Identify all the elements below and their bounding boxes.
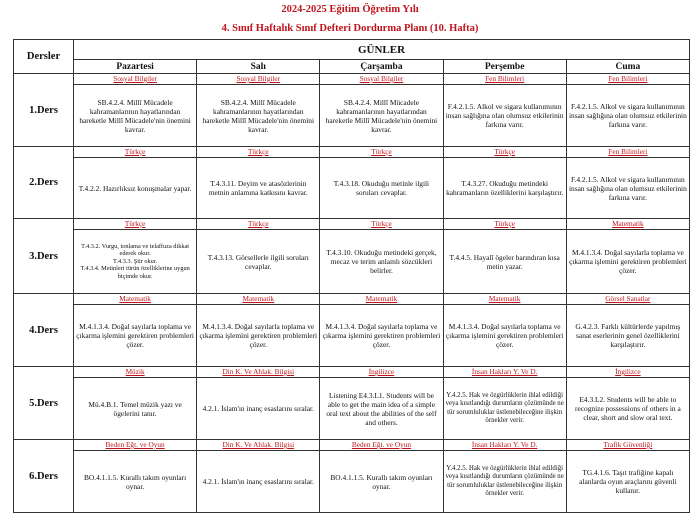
plan-cell-tuesday — [197, 367, 320, 440]
subject-name: Matematik — [567, 219, 689, 230]
subject-name: Beden Eğt. ve Oyun — [320, 440, 442, 451]
day-header-wednesday: Çarşamba — [320, 60, 443, 74]
learning-outcome: BO.4.1.1.5. Kurallı takım oyunları oynar. — [330, 472, 433, 491]
learning-outcome: 4.2.1. İslam'ın inanç esaslarını sıralar. — [202, 477, 314, 486]
plan-cell-wednesday — [320, 294, 443, 367]
learning-outcome: TG.4.1.6. Taşıt trafiğine kapalı alanlarda oyun araçlarını güvenli kullanır. — [579, 468, 677, 495]
lesson-row — [14, 74, 690, 147]
day-header-tuesday: Salı — [197, 60, 320, 74]
subject-name: Türkçe — [444, 147, 566, 158]
lesson-row — [14, 294, 690, 367]
plan-cell-wednesday — [320, 440, 443, 513]
subject-name: İnsan Hakları Y. Ve D. — [444, 367, 566, 378]
subject-name: İngilizce — [567, 367, 689, 378]
plan-cell-thursday — [443, 147, 566, 219]
subject-name: Matematik — [74, 294, 196, 305]
learning-outcome: Y.4.2.5. Hak ve özgürlüklerin ihlal edildiği veya kısıtlandığı durumların çözümünde ne tür sorumluluklar üstlenebileceğine ilişkin örnekler verir. — [445, 465, 564, 497]
learning-outcome: T.4.3.13. Görsellerle ilgili soruları cevaplar. — [207, 252, 309, 271]
learning-outcome: Mü.4.B.1. Temel müzik yazı ve ögelerini tanır. — [88, 399, 182, 418]
subject-name: Matematik — [320, 294, 442, 305]
gunler-header: GÜNLER — [74, 40, 690, 60]
plan-cell-monday — [74, 74, 197, 147]
learning-outcome: SB.4.2.4. Millî Mücadele kahramanlarının hayatlarından hareketle Millî Mücadele'nin önemini kavrar. — [325, 97, 438, 134]
learning-outcome: T.4.4.5. Hayalî ögeler barındıran kısa metin yazar. — [449, 252, 560, 271]
learning-outcome: F.4.2.1.5. Alkol ve sigara kullanımının insan sağlığına olan olumsuz etkilerinin farkına varır. — [568, 174, 687, 202]
learning-outcome: F.4.2.1.5. Alkol ve sigara kullanımının insan sağlığına olan olumsuz etkilerinin farkına varır. — [568, 102, 687, 129]
day-header-thursday: Perşembe — [443, 60, 566, 74]
plan-cell-thursday — [443, 294, 566, 367]
day-header-friday: Cuma — [566, 60, 689, 74]
subject-name: Görsel Sanatlar — [567, 294, 689, 305]
dersler-header: Dersler — [14, 40, 74, 74]
learning-outcome-line: T.4.3.4. Metinleri türün özelliklerine uygun biçimde okur. — [80, 265, 190, 280]
plan-cell-tuesday — [197, 219, 320, 294]
learning-outcome: T.4.3.18. Okuduğu metinle ilgili soruları cevaplar. — [333, 179, 430, 197]
lesson-label: 6.Ders — [14, 440, 74, 513]
subject-name: Matematik — [444, 294, 566, 305]
subject-name: Sosyal Bilgiler — [197, 74, 319, 85]
subject-name: Türkçe — [320, 219, 442, 230]
subject-name: Fen Bilimleri — [567, 147, 689, 158]
learning-outcome: Y.4.2.5. Hak ve özgürlüklerin ihlal edildiği veya kısıtlandığı durumların çözümünde ne tür sorumluluklar üstlenebileceğine ilişkin örnekler verir. — [445, 392, 564, 424]
subject-name: Türkçe — [74, 219, 196, 230]
plan-cell-monday — [74, 219, 197, 294]
lesson-row — [14, 147, 690, 219]
learning-outcome: Listening E4.3.L1. Students will be able to get the main idea of a simple oral text about the abilities of the self and others. — [326, 390, 437, 427]
plan-cell-wednesday — [320, 74, 443, 147]
lesson-label: 5.Ders — [14, 367, 74, 440]
learning-outcome: M.4.1.3.4. Doğal sayılarla toplama ve çıkarma işlemini gerektiren problemleri çözer. — [199, 322, 318, 349]
learning-outcome: T.4.3.11. Deyim ve atasözlerinin metnin anlamına katkısını kavrar. — [208, 179, 308, 197]
learning-outcome: SB.4.2.4. Millî Mücadele kahramanlarının hayatlarından hareketle Millî Mücadele'nin önemini kavrar. — [202, 97, 315, 134]
subject-name: Fen Bilimleri — [567, 74, 689, 85]
lesson-label: 3.Ders — [14, 219, 74, 294]
plan-cell-monday — [74, 147, 197, 219]
plan-cell-tuesday — [197, 294, 320, 367]
subject-name: İnsan Hakları Y. Ve D. — [444, 440, 566, 451]
learning-outcome-line: T.4.3.2. Vurgu, tonlama ve telaffuza dikkat ederek okur. — [81, 242, 190, 258]
subject-name: Türkçe — [74, 147, 196, 158]
subject-name: Türkçe — [320, 147, 442, 158]
learning-outcome: T.4.3.27. Okuduğu metindeki kahramanların özelliklerini karşılaştırır. — [446, 179, 564, 197]
plan-cell-tuesday — [197, 74, 320, 147]
subject-name: Matematik — [197, 294, 319, 305]
subject-name: Sosyal Bilgiler — [74, 74, 196, 85]
plan-cell-wednesday — [320, 147, 443, 219]
lesson-label: 4.Ders — [14, 294, 74, 367]
lesson-row — [14, 440, 690, 513]
plan-cell-wednesday — [320, 219, 443, 294]
subject-name: Fen Bilimleri — [444, 74, 566, 85]
plan-body — [14, 74, 690, 513]
learning-outcome: SB.4.2.4. Millî Mücadele kahramanlarının hayatlarından hareketle Millî Mücadele'nin önemini kavrar. — [79, 97, 191, 134]
learning-outcome: M.4.1.3.4. Doğal sayılarla toplama ve çıkarma işlemini gerektiren problemleri çözer. — [322, 322, 441, 349]
learning-outcome: T.4.3.10. Okuduğu metindeki gerçek, mecaz ve terim anlamlı sözcükleri belirler. — [326, 248, 437, 275]
subject-name: İngilizce — [320, 367, 442, 378]
plan-cell-friday — [566, 440, 689, 513]
subject-name: Türkçe — [197, 147, 319, 158]
learning-outcome — [74, 230, 196, 293]
lesson-row — [14, 219, 690, 294]
learning-outcome: M.4.1.3.4. Doğal sayılarla toplama ve çıkarma işlemini gerektiren problemleri çözer. — [76, 322, 194, 349]
plan-cell-monday — [74, 440, 197, 513]
plan-cell-tuesday — [197, 147, 320, 219]
plan-cell-thursday — [443, 440, 566, 513]
lesson-label: 2.Ders — [14, 147, 74, 219]
plan-cell-thursday — [443, 367, 566, 440]
learning-outcome: BO.4.1.1.5. Kurallı takım oyunları oynar. — [83, 472, 187, 491]
weekly-plan-table — [13, 39, 690, 513]
learning-outcome: M.4.1.3.4. Doğal sayılarla toplama ve çıkarma işlemini gerektiren problemleri çözer. — [569, 248, 687, 275]
subject-name: Türkçe — [444, 219, 566, 230]
plan-cell-wednesday — [320, 367, 443, 440]
subject-name: Trafik Güvenliği — [567, 440, 689, 451]
day-header-monday: Pazartesi — [74, 60, 197, 74]
plan-cell-friday — [566, 147, 689, 219]
subject-name: Müzik — [74, 367, 196, 378]
document-title: 2024-2025 Eğitim Öğretim Yılı — [281, 4, 419, 15]
subject-name: Beden Eğt. ve Oyun — [74, 440, 196, 451]
lesson-row — [14, 367, 690, 440]
learning-outcome: T.4.2.2. Hazırlıksız konuşmalar yapar. — [78, 183, 192, 193]
learning-outcome: M.4.1.3.4. Doğal sayılarla toplama ve çıkarma işlemini gerektiren problemleri çözer. — [445, 322, 564, 349]
lesson-label: 1.Ders — [14, 74, 74, 147]
subject-name: Türkçe — [197, 219, 319, 230]
plan-cell-thursday — [443, 219, 566, 294]
plan-cell-tuesday — [197, 440, 320, 513]
plan-cell-friday — [566, 219, 689, 294]
learning-outcome: G.4.2.3. Farklı kültürlerde yapılmış sanat eserlerinin genel özelliklerini karşılaştırır. — [575, 322, 681, 349]
plan-cell-monday — [74, 367, 197, 440]
learning-outcome: 4.2.1. İslam'ın inanç esaslarını sıralar. — [202, 404, 314, 413]
plan-cell-friday — [566, 294, 689, 367]
learning-outcome: F.4.2.1.5. Alkol ve sigara kullanımının insan sağlığına olan olumsuz etkilerinin farkına varır. — [445, 102, 564, 129]
learning-outcome: E4.3.L2. Students will be able to recognize possessions of others in a clear, short and slow oral text. — [575, 395, 681, 422]
plan-cell-friday — [566, 74, 689, 147]
plan-cell-friday — [566, 367, 689, 440]
learning-outcome-line: T.4.3.3. Şiir okur. — [113, 257, 158, 265]
subject-name: Din K. Ve Ahlak. Bilgisi — [197, 440, 319, 451]
plan-cell-thursday — [443, 74, 566, 147]
document-subtitle: 4. Sınıf Haftalık Sınıf Defteri Dordurma Planı (10. Hafta) — [221, 23, 479, 34]
subject-name: Sosyal Bilgiler — [320, 74, 442, 85]
subject-name: Din K. Ve Ahlak. Bilgisi — [197, 367, 319, 378]
plan-cell-monday — [74, 294, 197, 367]
